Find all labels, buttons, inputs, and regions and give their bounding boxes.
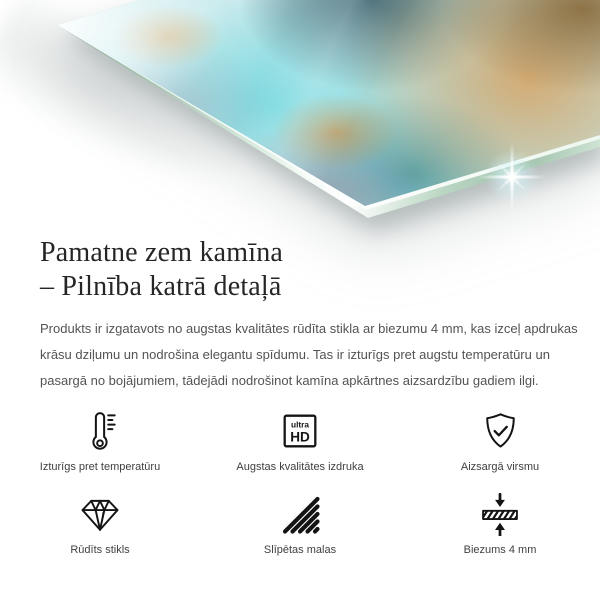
product-description: Produkts ir izgatavots no augstas kvalitātes rūdīta stikla ar biezumu 4 mm, kas izceļ apdrukas krāsu dziļumu un nodrošina elegantu spīdumu. Tas ir izturīgs pret augstu temperatūru un pasargā no bojājumiem, tādejādi nodrošinot kamīna apkārtnes aizsardzību gadiem ilgi. xyxy=(40,321,578,388)
product-hero xyxy=(0,0,600,228)
beveled-edges-icon xyxy=(280,491,320,537)
feature-tempered-glass xyxy=(0,491,200,556)
thermometer-icon xyxy=(78,408,122,454)
feature-print-quality xyxy=(200,408,400,473)
feature-label: Rūdīts stikls xyxy=(70,544,130,556)
title-line-1: Pamatne zem kamīna xyxy=(40,237,284,268)
feature-temperature xyxy=(0,408,200,473)
feature-label: Slīpētas malas xyxy=(263,544,337,556)
glass-panel-photo xyxy=(0,0,600,228)
feature-thickness xyxy=(400,491,600,556)
feature-label: Biezums 4 mm xyxy=(463,544,537,556)
marble-artwork-surface xyxy=(0,0,600,228)
ultra-hd-icon xyxy=(279,408,321,454)
shield-check-icon xyxy=(479,408,522,454)
feature-label: Izturīgs pret temperatūru xyxy=(39,461,161,473)
feature-protects-surface xyxy=(400,408,600,473)
ultra-hd-badge-bottom: HD xyxy=(290,429,310,445)
feature-beveled-edges xyxy=(200,491,400,556)
ultra-hd-badge-top: ultra xyxy=(291,419,309,430)
feature-label: Aizsargā virsmu xyxy=(460,461,540,473)
diamond-icon xyxy=(78,491,122,537)
thickness-icon xyxy=(478,491,522,537)
page-title xyxy=(40,236,560,304)
features-grid xyxy=(0,408,600,556)
title-line-2: – Pilnība katrā detaļā xyxy=(40,271,282,302)
feature-label: Augstas kvalitātes izdruka xyxy=(236,461,364,473)
product-info-section xyxy=(0,236,600,556)
